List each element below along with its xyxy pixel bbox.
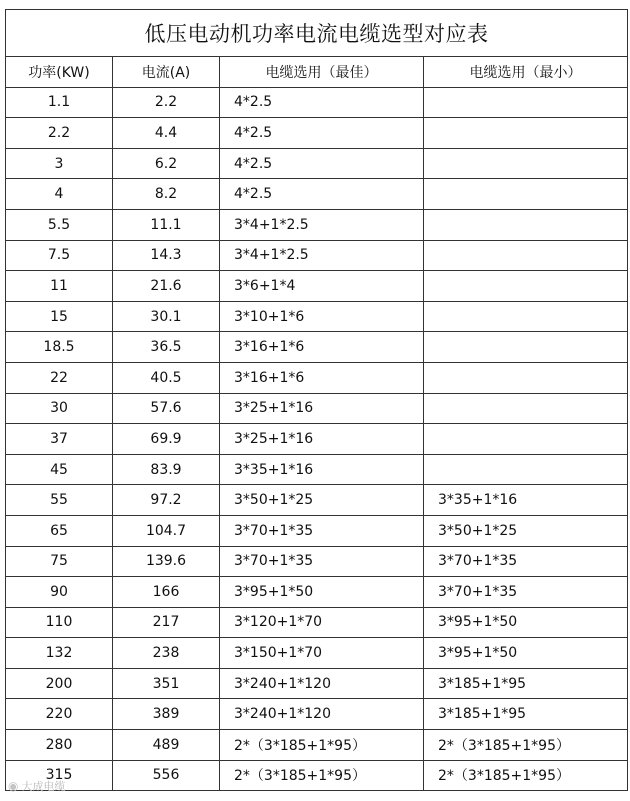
cell-power: 45 (6, 454, 113, 485)
cell-cable-best: 2*（3*185+1*95） (220, 760, 424, 791)
cell-power: 315 (6, 760, 113, 791)
table-row (6, 485, 628, 516)
cell-current: 14.3 (113, 240, 220, 271)
cell-power: 5.5 (6, 209, 113, 240)
table-row (6, 118, 628, 149)
table-row (6, 699, 628, 730)
cell-cable-min (424, 179, 628, 210)
table-row (6, 332, 628, 363)
cell-power: 110 (6, 607, 113, 638)
cell-power: 220 (6, 699, 113, 730)
cell-cable-min: 3*95+1*50 (424, 638, 628, 669)
cell-power: 2.2 (6, 118, 113, 149)
cell-cable-best: 2*（3*185+1*95） (220, 730, 424, 761)
cell-cable-best: 3*4+1*2.5 (220, 209, 424, 240)
cell-cable-min (424, 454, 628, 485)
cable-selection-table (5, 9, 628, 791)
watermark-text: 大成电缆 (21, 780, 66, 793)
header-row (6, 57, 628, 88)
cell-current: 351 (113, 668, 220, 699)
cell-cable-best: 3*10+1*6 (220, 301, 424, 332)
cell-current: 8.2 (113, 179, 220, 210)
cell-cable-min (424, 118, 628, 149)
cell-power: 22 (6, 362, 113, 393)
cell-power: 132 (6, 638, 113, 669)
title-row (6, 10, 628, 57)
table-row (6, 577, 628, 608)
cell-current: 139.6 (113, 546, 220, 577)
cell-cable-best: 3*50+1*25 (220, 485, 424, 516)
cell-cable-min: 2*（3*185+1*95） (424, 760, 628, 791)
cell-cable-min (424, 87, 628, 118)
cell-cable-best: 3*240+1*120 (220, 668, 424, 699)
cell-current: 556 (113, 760, 220, 791)
cell-cable-best: 3*150+1*70 (220, 638, 424, 669)
cell-current: 6.2 (113, 148, 220, 179)
cell-cable-best: 3*70+1*35 (220, 546, 424, 577)
cell-current: 11.1 (113, 209, 220, 240)
cell-power: 1.1 (6, 87, 113, 118)
cell-power: 65 (6, 515, 113, 546)
cell-cable-min (424, 301, 628, 332)
cell-cable-min (424, 362, 628, 393)
cell-cable-best: 4*2.5 (220, 148, 424, 179)
column-header-cable-min: 电缆选用（最小） (424, 57, 628, 88)
cell-cable-best: 3*4+1*2.5 (220, 240, 424, 271)
cell-cable-best: 4*2.5 (220, 118, 424, 149)
table-title: 低压电动机功率电流电缆选型对应表 (6, 10, 628, 57)
cell-cable-best: 3*25+1*16 (220, 424, 424, 455)
cell-cable-best: 4*2.5 (220, 179, 424, 210)
cell-current: 2.2 (113, 87, 220, 118)
table-row (6, 607, 628, 638)
cell-cable-min (424, 332, 628, 363)
cell-power: 4 (6, 179, 113, 210)
cell-cable-best: 3*6+1*4 (220, 271, 424, 302)
cell-current: 69.9 (113, 424, 220, 455)
cell-cable-min: 3*70+1*35 (424, 546, 628, 577)
table-row (6, 393, 628, 424)
cell-cable-min (424, 393, 628, 424)
cell-cable-min: 3*95+1*50 (424, 607, 628, 638)
table-row (6, 515, 628, 546)
cell-power: 90 (6, 577, 113, 608)
column-header-current: 电流(A) (113, 57, 220, 88)
table-row (6, 271, 628, 302)
table-row (6, 240, 628, 271)
weibo-logo-icon: ◉ (8, 779, 19, 793)
cell-cable-best: 3*240+1*120 (220, 699, 424, 730)
table-row (6, 87, 628, 118)
cell-cable-min: 3*35+1*16 (424, 485, 628, 516)
cell-power: 37 (6, 424, 113, 455)
table-row (6, 148, 628, 179)
table-row (6, 301, 628, 332)
cell-cable-best: 3*70+1*35 (220, 515, 424, 546)
cell-current: 57.6 (113, 393, 220, 424)
cell-cable-best: 3*25+1*16 (220, 393, 424, 424)
watermark (8, 778, 65, 794)
cell-cable-min (424, 424, 628, 455)
cell-cable-min: 2*（3*185+1*95） (424, 730, 628, 761)
table-body (6, 87, 628, 791)
cell-current: 40.5 (113, 362, 220, 393)
cell-cable-best: 3*120+1*70 (220, 607, 424, 638)
table-row (6, 454, 628, 485)
cell-current: 4.4 (113, 118, 220, 149)
table-row (6, 730, 628, 761)
table-row (6, 362, 628, 393)
table-row (6, 668, 628, 699)
cell-power: 3 (6, 148, 113, 179)
cell-current: 30.1 (113, 301, 220, 332)
cell-cable-min (424, 271, 628, 302)
cell-current: 217 (113, 607, 220, 638)
cell-current: 97.2 (113, 485, 220, 516)
cell-cable-best: 3*16+1*6 (220, 332, 424, 363)
cell-cable-min (424, 148, 628, 179)
cell-power: 11 (6, 271, 113, 302)
table-row (6, 209, 628, 240)
table-row (6, 638, 628, 669)
cell-current: 166 (113, 577, 220, 608)
cell-cable-min (424, 240, 628, 271)
cell-cable-min: 3*50+1*25 (424, 515, 628, 546)
cell-power: 30 (6, 393, 113, 424)
table-row (6, 424, 628, 455)
table-row (6, 179, 628, 210)
cell-power: 280 (6, 730, 113, 761)
table-row (6, 760, 628, 791)
cell-power: 55 (6, 485, 113, 516)
cell-power: 7.5 (6, 240, 113, 271)
cell-current: 83.9 (113, 454, 220, 485)
cell-current: 21.6 (113, 271, 220, 302)
table-row (6, 546, 628, 577)
cell-cable-best: 3*35+1*16 (220, 454, 424, 485)
cell-current: 238 (113, 638, 220, 669)
cell-power: 15 (6, 301, 113, 332)
cell-power: 200 (6, 668, 113, 699)
cell-cable-min: 3*185+1*95 (424, 699, 628, 730)
cell-cable-min: 3*70+1*35 (424, 577, 628, 608)
cell-cable-best: 3*16+1*6 (220, 362, 424, 393)
cell-current: 36.5 (113, 332, 220, 363)
cell-current: 389 (113, 699, 220, 730)
column-header-power: 功率(KW) (6, 57, 113, 88)
column-header-cable-best: 电缆选用（最佳） (220, 57, 424, 88)
cell-cable-min (424, 209, 628, 240)
cell-current: 104.7 (113, 515, 220, 546)
cell-power: 75 (6, 546, 113, 577)
cell-current: 489 (113, 730, 220, 761)
cell-power: 18.5 (6, 332, 113, 363)
cell-cable-best: 4*2.5 (220, 87, 424, 118)
cell-cable-min: 3*185+1*95 (424, 668, 628, 699)
cell-cable-best: 3*95+1*50 (220, 577, 424, 608)
